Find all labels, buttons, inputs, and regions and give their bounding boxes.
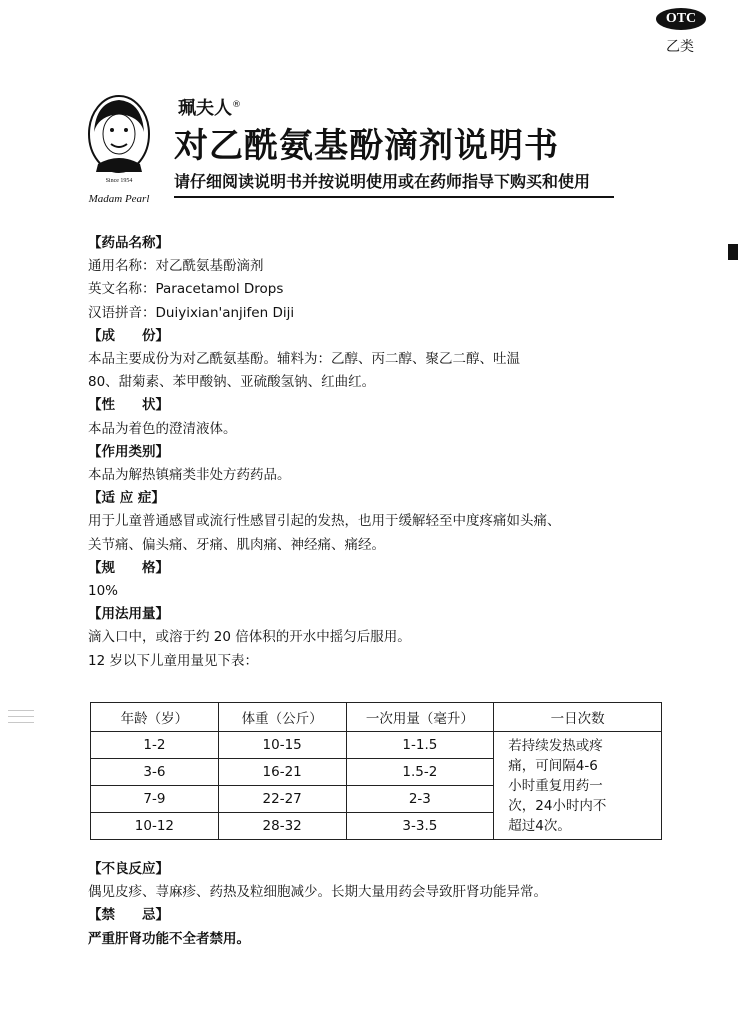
page-subtitle: 请仔细阅读说明书并按说明使用或在药师指导下购买和使用 (174, 172, 591, 191)
section-text-line: 本品主要成份为对乙酰氨基酚。辅料为：乙醇、丙二醇、聚乙二醇、吐温 (88, 351, 520, 368)
frequency-cell (494, 732, 662, 840)
brand-name (178, 94, 241, 120)
section-heading: 【药品名称】 (88, 235, 169, 251)
dosage-table (90, 702, 662, 840)
dose-cell: 2-3 (346, 786, 494, 813)
section-text-line: 10% (88, 583, 119, 600)
section-heading: 【用法用量】 (88, 606, 169, 623)
table-row (91, 732, 662, 759)
otc-class-label: 乙类 (666, 39, 694, 55)
side-marker (728, 244, 738, 260)
section-text-line: 严重肝肾功能不全者禁用。 (88, 930, 250, 947)
section-text-line: 本品为着色的澄清液体。 (88, 420, 237, 437)
leaflet-body (88, 232, 668, 673)
dose-cell: 1-1.5 (346, 732, 494, 759)
section-text-line: 偶见皮疹、荨麻疹、药热及粒细胞减少。长期大量用药会导致肝肾功能异常。 (88, 884, 547, 901)
dose-cell: 1.5-2 (346, 759, 494, 786)
side-dash (8, 716, 34, 717)
brand-text: 珮夫人 (178, 98, 232, 119)
side-dash (8, 722, 34, 723)
section-heading: 【性 状】 (88, 397, 169, 414)
leaflet-lower-body (88, 858, 678, 951)
registered-mark: ® (232, 100, 241, 110)
section-heading: 【不良反应】 (88, 861, 169, 877)
signature-text: Madam Pearl (88, 193, 150, 205)
dose-cell: 3-3.5 (346, 813, 494, 840)
section-text-line: 英文名称：Paracetamol Drops (88, 281, 284, 298)
section-text-line: 用于儿童普通感冒或流行性感冒引起的发热，也用于缓解轻至中度疼痛如头痛、 (88, 513, 561, 530)
weight-cell: 22-27 (218, 786, 346, 813)
section-text-line: 关节痛、偏头痛、牙痛、肌肉痛、神经痛、痛经。 (88, 536, 385, 553)
section-heading: 【成 份】 (88, 327, 169, 344)
side-dash (8, 710, 34, 711)
frequency-line: 小时重复用药一 (508, 777, 603, 794)
weight-cell: 28-32 (218, 813, 346, 840)
section-text-line: 12 岁以下儿童用量见下表： (88, 652, 258, 669)
header-weight: 体重（公斤） (218, 703, 346, 732)
header-divider (174, 196, 614, 198)
section-text-line: 汉语拼音：Duiyixian'anjifen Diji (88, 304, 295, 321)
age-cell: 7-9 (91, 786, 219, 813)
section-heading: 【作用类别】 (88, 443, 169, 460)
weight-cell: 16-21 (218, 759, 346, 786)
frequency-line: 痛，可间隔4-6 (508, 757, 598, 774)
section-heading: 【禁 忌】 (88, 907, 169, 924)
section-text-line: 通用名称：对乙酰氨基酚滴剂 (88, 258, 264, 275)
section-text-line: 80、甜菊素、苯甲酸钠、亚硫酸氢钠、红曲红。 (88, 374, 376, 391)
section-text-line: 滴入口中，或溶于约 20 倍体积的开水中摇匀后服用。 (88, 629, 411, 646)
header-age: 年龄（岁） (91, 703, 219, 732)
frequency-line: 次，24小时内不 (508, 797, 607, 814)
logo-since-text: Since 1954 (105, 178, 133, 184)
page-title: 对乙酰氨基酚滴剂说明书 (174, 126, 559, 166)
section-heading: 【适 应 症】 (88, 490, 165, 507)
weight-cell: 10-15 (218, 732, 346, 759)
section-text-line: 本品为解热镇痛类非处方药药品。 (88, 467, 291, 484)
frequency-line: 若持续发热或疼 (508, 737, 603, 754)
header-frequency: 一日次数 (494, 703, 662, 732)
header-dose: 一次用量（毫升） (346, 703, 494, 732)
svg-text:Madam Pearl (88, 193, 150, 205)
brand-logo (84, 92, 154, 210)
section-heading: 【规 格】 (88, 559, 169, 576)
otc-badge: OTC (656, 8, 706, 30)
age-cell: 1-2 (91, 732, 219, 759)
svg-text:Since 1954 (106, 178, 133, 184)
age-cell: 3-6 (91, 759, 219, 786)
table-header-row (91, 703, 662, 732)
frequency-line: 超过4次。 (508, 817, 571, 834)
age-cell: 10-12 (91, 813, 219, 840)
